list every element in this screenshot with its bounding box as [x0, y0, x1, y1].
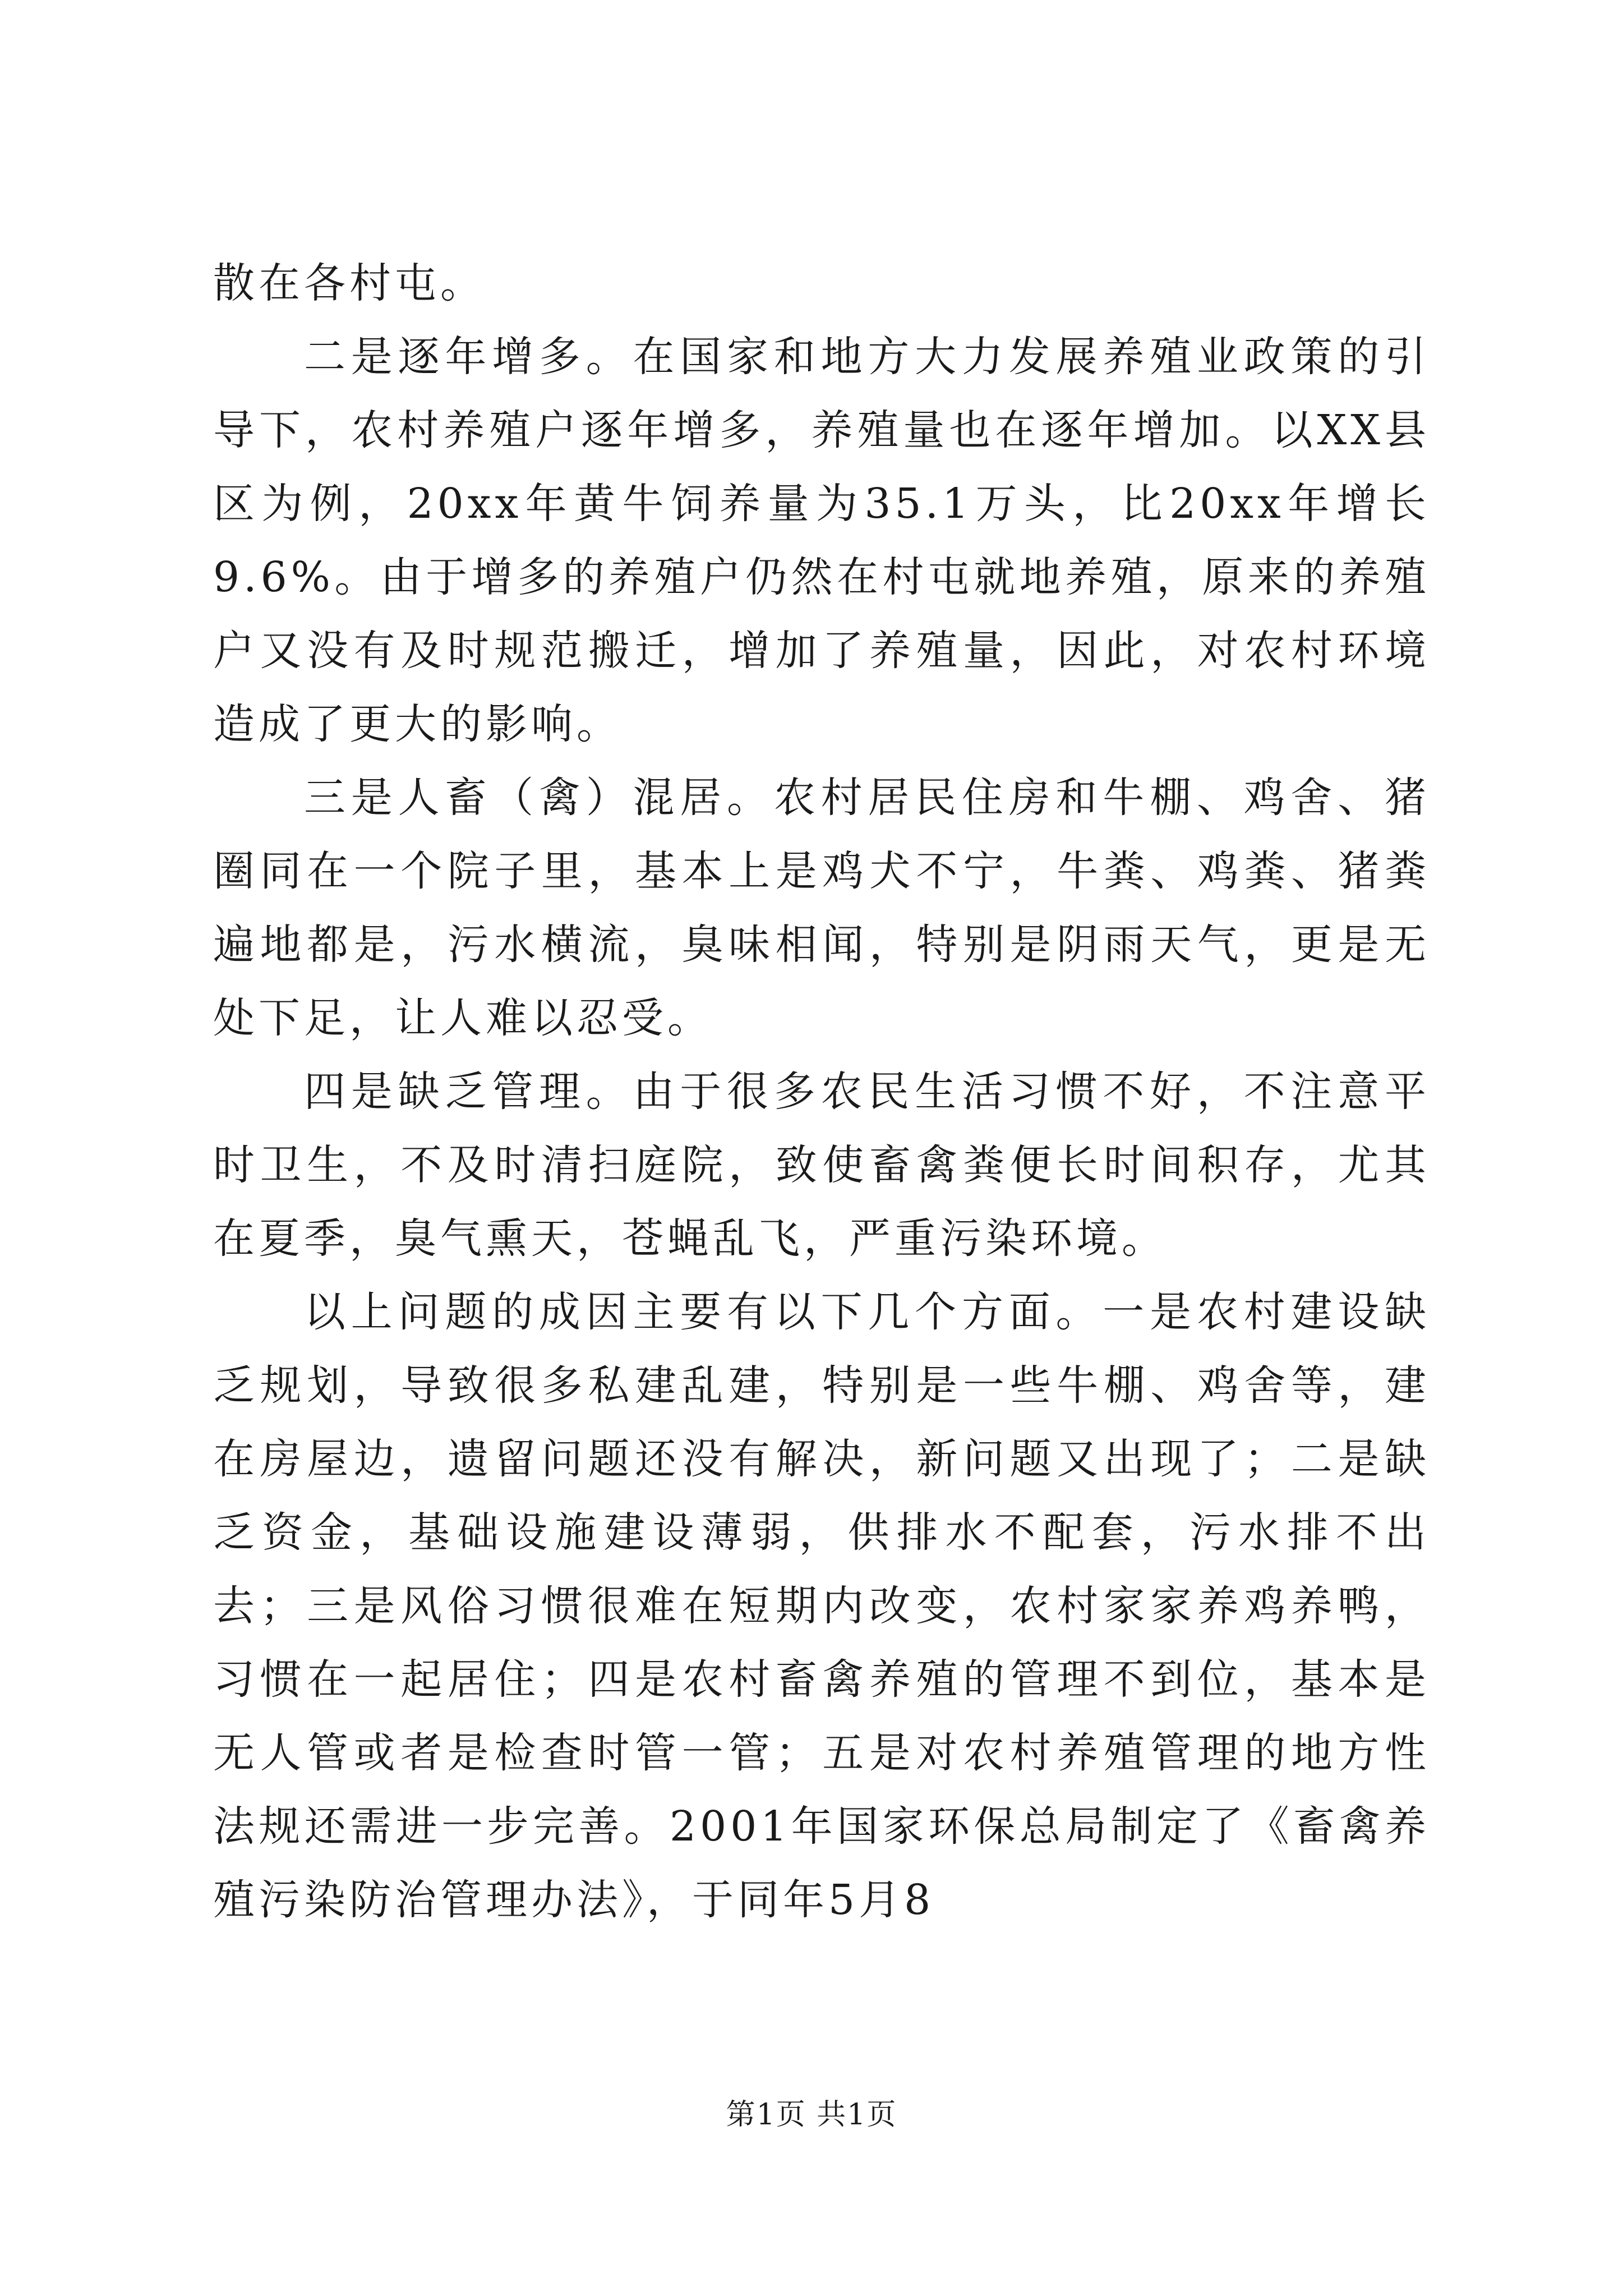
- document-body: [213, 247, 1430, 1937]
- paragraph-continuation: 散在各村屯。: [213, 259, 486, 307]
- paragraph-increase: 二是逐年增多。在国家和地方大力发展养殖业政策的引导下，农村养殖户逐年增多，养殖量也在逐年增加。以XX县区为例，20xx年黄牛饲养量为35.1万头，比20xx年增长9.6%。由于增多的养殖户仍然在村屯就地养殖，原来的养殖户又没有及时规范搬迁，增加了养殖量，因此，对农村环境造成了更大的影响。: [213, 333, 1430, 748]
- paragraph-management: 四是缺乏管理。由于很多农民生活习惯不好，不注意平时卫生，不及时清扫庭院，致使畜禽粪便长时间积存，尤其在夏季，臭气熏天，苍蝇乱飞，严重污染环境。: [213, 1068, 1430, 1263]
- page-footer: 第1页 共1页: [726, 2098, 897, 2132]
- paragraph-causes: 以上问题的成因主要有以下几个方面。一是农村建设缺乏规划，导致很多私建乱建，特别是一些牛棚、鸡舍等，建在房屋边，遗留问题还没有解决，新问题又出现了；二是缺乏资金，基础设施建设薄弱，供排水不配套，污水排不出去；三是风俗习惯很难在短期内改变，农村家家养鸡养鸭，习惯在一起居住；四是农村畜禽养殖的管理不到位，基本是无人管或者是检查时管一管；五是对农村养殖管理的地方性法规还需进一步完善。2001年国家环保总局制定了《畜禽养殖污染防治管理办法》，于同年5月8: [213, 1288, 1430, 1924]
- paragraph-cohabitation: 三是人畜（禽）混居。农村居民住房和牛棚、鸡舍、猪圈同在一个院子里，基本上是鸡犬不宁，牛粪、鸡粪、猪粪遍地都是，污水横流，臭味相闻，特别是阴雨天气，更是无处下足，让人难以忍受。: [213, 774, 1430, 1042]
